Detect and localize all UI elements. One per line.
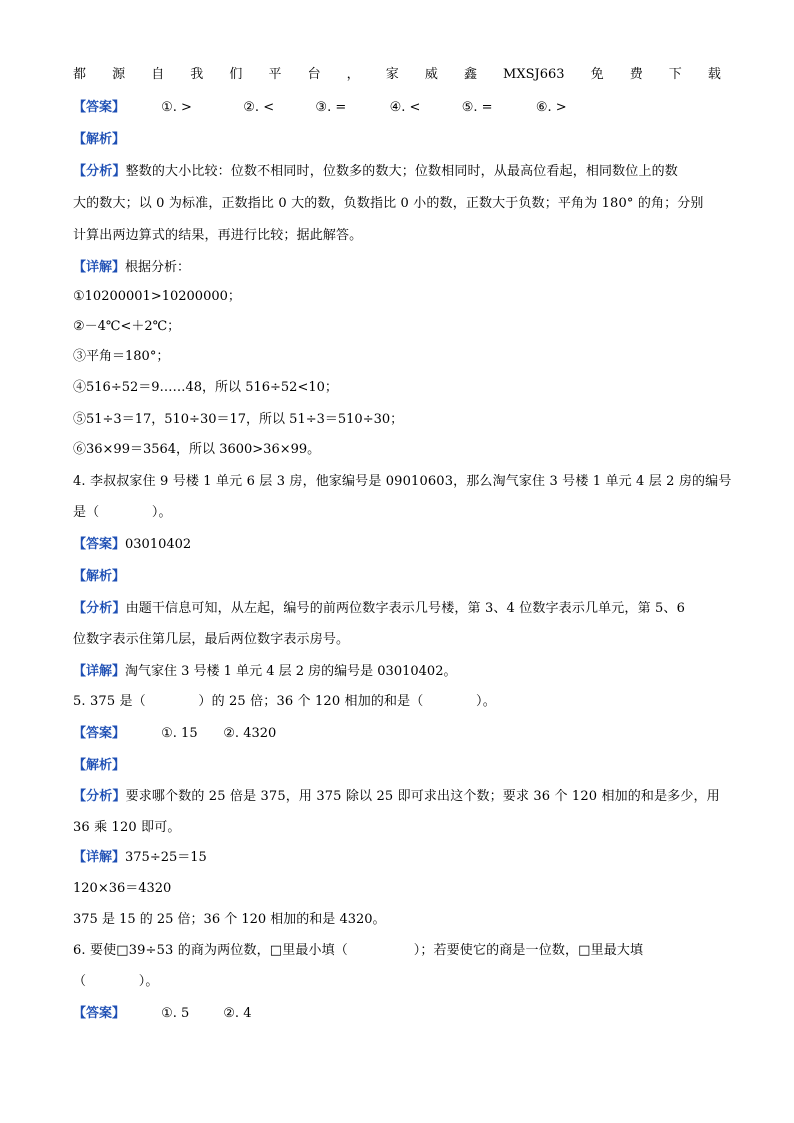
answer-tag: 【答案】 <box>73 537 126 552</box>
q3-fenxi-line-1 <box>73 162 723 182</box>
answer-option: ③. = <box>315 100 347 115</box>
q6-answer-row <box>73 1004 723 1024</box>
header-char: ， <box>346 67 360 82</box>
q4-question-line-1: 4. 李叔叔家住 9 号楼 1 单元 6 层 3 房，他家编号是 09010603，那么淘气家住 3 号楼 1 单元 4 层 2 房的编号 <box>73 474 732 489</box>
answer-option: ⑤. = <box>461 100 493 115</box>
header-watermark <box>73 65 721 85</box>
q5-step-1: 120×36＝4320 <box>73 881 172 896</box>
q6-question-line-2: （ ）。 <box>73 974 159 989</box>
q5-step-2: 375 是 15 的 25 倍；36 个 120 相加的和是 4320。 <box>73 912 386 927</box>
xiangjie-tag: 【详解】 <box>73 850 126 865</box>
header-char: 们 <box>229 67 243 82</box>
header-char: 载 <box>707 67 721 82</box>
fenxi-tag: 【分析】 <box>73 164 126 179</box>
q5-question: 5. 375 是（ ）的 25 倍；36 个 120 相加的和是（ ）。 <box>73 694 496 709</box>
header-char: 我 <box>190 67 204 82</box>
header-char: MXSJ663 <box>503 67 565 82</box>
answer-value: 03010402 <box>125 537 192 552</box>
xiangjie-tag: 【详解】 <box>73 664 126 679</box>
header-char: 家 <box>385 67 399 82</box>
answer-option: ②. 4 <box>223 1006 252 1021</box>
fenxi-text: 由题干信息可知，从左起，编号的前两位数字表示几号楼，第 3、4 位数字表示几单元，第 5、6 <box>125 601 685 616</box>
header-char: 平 <box>268 67 282 82</box>
xiangjie-text: 375÷25＝15 <box>125 850 207 865</box>
fenxi-text: 要求哪个数的 25 倍是 375，用 375 除以 25 即可求出这个数；要求 36 个 120 相加的和是多少，用 <box>125 789 720 804</box>
q3-fenxi-line-3 <box>73 226 723 246</box>
q5-xiangjie <box>73 848 723 868</box>
q3-xiangjie <box>73 258 723 278</box>
fenxi-tag: 【分析】 <box>73 789 126 804</box>
q4-fenxi-line-2: 位数字表示住第几层，最后两位数字表示房号。 <box>73 632 350 647</box>
header-char: 鑫 <box>463 67 477 82</box>
header-char: 源 <box>112 67 126 82</box>
fenxi-text: 整数的大小比较：位数不相同时，位数多的数大；位数相同时，从最高位看起，相同数位上的数 <box>125 164 678 179</box>
q5-fenxi-line-2: 36 乘 120 即可。 <box>73 820 181 835</box>
q5-jiexi <box>73 756 723 776</box>
header-char: 下 <box>668 67 682 82</box>
header-char: 免 <box>590 67 604 82</box>
xiangjie-text: 淘气家住 3 号楼 1 单元 4 层 2 房的编号是 03010402。 <box>125 664 457 679</box>
q4-answer-row <box>73 535 723 555</box>
answer-option: ④. < <box>389 100 421 115</box>
answer-option: ②. 4320 <box>223 726 277 741</box>
q6-question-line-1: 6. 要使□39÷53 的商为两位数，□里最小填（ ）；若要使它的商是一位数，□里最大填 <box>73 943 644 958</box>
xiangjie-intro: 根据分析： <box>125 260 191 275</box>
header-char: 都 <box>73 67 87 82</box>
answer-tag: 【答案】 <box>73 726 126 741</box>
q4-xiangjie <box>73 662 723 682</box>
jiexi-tag: 【解析】 <box>73 758 126 773</box>
answer-option: ①. > <box>161 100 192 115</box>
fenxi-text: 大的数大；以 0 为标准，正数指比 0 大的数，负数指比 0 小的数，正数大于负数；平角为 180° 的角；分别 <box>73 196 704 211</box>
header-char: 费 <box>629 67 643 82</box>
answer-option: ⑥. > <box>535 100 567 115</box>
q4-fenxi-line-1 <box>73 599 723 619</box>
jiexi-tag: 【解析】 <box>73 569 126 584</box>
answer-option: ②. < <box>243 100 275 115</box>
answer-tag: 【答案】 <box>73 100 126 115</box>
answer-option: ①. 5 <box>161 1006 190 1021</box>
q3-fenxi-line-2 <box>73 194 723 214</box>
header-char: 威 <box>424 67 438 82</box>
q3-step-2: ②－4℃<＋2℃； <box>73 319 181 334</box>
jiexi-tag: 【解析】 <box>73 132 126 147</box>
q5-fenxi-line-1 <box>73 787 723 807</box>
xiangjie-tag: 【详解】 <box>73 260 126 275</box>
fenxi-text: 计算出两边算式的结果，再进行比较；据此解答。 <box>73 228 363 243</box>
header-char: 自 <box>151 67 165 82</box>
answer-tag: 【答案】 <box>73 1006 126 1021</box>
q3-step-5: ⑤51÷3＝17，510÷30＝17，所以 51÷3＝510÷30； <box>73 412 404 427</box>
q3-step-4: ④516÷52＝9……48，所以 516÷52<10； <box>73 380 338 395</box>
fenxi-tag: 【分析】 <box>73 601 126 616</box>
q5-answer-row <box>73 724 723 744</box>
q4-question-line-2: 是（ ）。 <box>73 505 172 520</box>
q3-step-3: ③平角＝180°； <box>73 349 170 364</box>
header-char: 台 <box>307 67 321 82</box>
q3-step-1: ①10200001>10200000； <box>73 289 241 304</box>
q3-answer-row <box>73 98 723 118</box>
q3-step-6: ⑥36×99＝3564，所以 3600>36×99。 <box>73 442 321 457</box>
q4-jiexi <box>73 567 723 587</box>
q3-jiexi <box>73 130 723 150</box>
answer-option: ①. 15 <box>161 726 198 741</box>
